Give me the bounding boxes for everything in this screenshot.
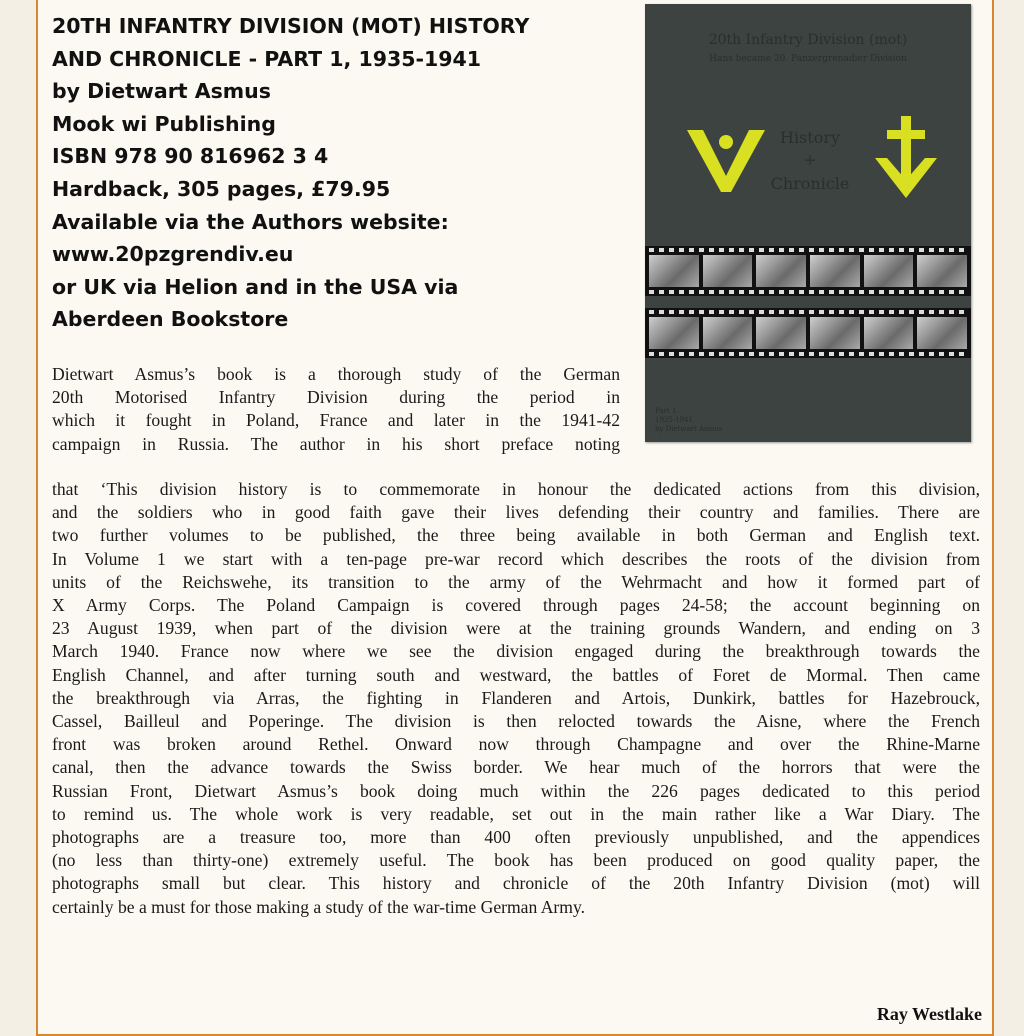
cover-filmstrip-top	[645, 246, 971, 296]
distribution-line-1: or UK via Helion and in the USA via	[52, 274, 459, 299]
review-line: campaign in Russia. The author in his short preface noting	[52, 433, 620, 454]
anchor-emblem-icon	[873, 114, 939, 200]
review-line: two further volumes to be published, the three being available in both German and English text.	[52, 525, 980, 546]
cover-history: History	[779, 128, 841, 147]
cover-plus: +	[803, 150, 817, 169]
review-line: 23 August 1939, when part of the division were at the training grounds Wandern, and ending on 3	[52, 618, 980, 639]
review-line: Dietwart Asmus’s book is a thorough study of the German	[52, 364, 620, 384]
review-line: photographs small but clear. This history and chronicle of the 20th Infantry Division (mot) will	[52, 873, 980, 894]
review-line: that ‘This division history is to commemorate in honour the dedicated actions from this division,	[52, 479, 980, 499]
book-title-line-2: AND CHRONICLE - PART 1, 1935-1941	[52, 46, 482, 71]
author-line: by Dietwart Asmus	[52, 79, 271, 104]
review-line: In Volume 1 we start with a ten-page pre-war record which describes the roots of the division from	[52, 548, 980, 569]
review-line: front was broken around Rethel. Onward now through Champagne and over the Rhine-Marne	[52, 734, 980, 755]
availability-line: Available via the Authors website:	[52, 209, 449, 234]
publisher-line: Mook wi Publishing	[52, 111, 276, 136]
isbn-line: ISBN 978 90 816962 3 4	[52, 144, 329, 169]
book-title-line-1: 20TH INFANTRY DIVISION (MOT) HISTORY	[52, 14, 530, 38]
cover-footnote: Part 1 1935-1941 by Dietwart Asmus	[655, 407, 723, 433]
price-line: Hardback, 305 pages, £79.95	[52, 176, 391, 201]
review-body	[52, 478, 980, 919]
review-line: March 1940. France now where we see the division engaged during the breakthrough towards the	[52, 641, 980, 662]
review-line: photographs are a treasure too, more than 400 often previously unpublished, and the appendices	[52, 827, 980, 848]
review-line: certainly be a must for those making a study of the war-time German Army.	[52, 896, 586, 917]
review-line: units of the Reichswehe, its transition to the army of the Wehrmacht and how it formed part of	[52, 571, 980, 592]
review-line: X Army Corps. The Poland Campaign is covered through pages 24-58; the account beginning on	[52, 595, 980, 616]
website-line: www.20pzgrendiv.eu	[52, 242, 294, 267]
review-line: (no less than thirty-one) extremely useful. The book has been produced on good quality paper, the	[52, 850, 980, 871]
review-line: 20th Motorised Infantry Division during the period in	[52, 387, 620, 408]
book-details	[52, 10, 642, 336]
cover-chronicle: Chronicle	[770, 174, 850, 193]
cover-filmstrip-bottom	[645, 308, 971, 358]
review-line: English Channel, and after turning south and westward, the battles of Foret de Mormal. Then came	[52, 664, 980, 685]
review-line: Russian Front, Dietwart Asmus’s book doing much within the 226 pages dedicated to this period	[52, 780, 980, 801]
book-cover-image	[645, 4, 971, 442]
review-line: which it fought in Poland, France and later in the 1941-42	[52, 410, 620, 431]
review-line: the breakthrough via Arras, the fighting in Flanderen and Artois, Dunkirk, battles for Hazebrouck,	[52, 687, 980, 708]
review-line: and the soldiers who in good faith gave their lives defending their country and families. There are	[52, 502, 980, 523]
review-line: to remind us. The whole work is very readable, set out in the main rather like a War Diary. The	[52, 803, 980, 824]
cover-title: 20th Infantry Division (mot)	[708, 32, 908, 48]
review-line: Cassel, Bailleul and Poperinge. The division is then relocted towards the Aisne, where the French	[52, 711, 980, 732]
cover-subtitle: Hans became 20. Panzergrenadier Division	[709, 54, 907, 64]
review-line: canal, then the advance towards the Swiss border. We hear much of the horrors that were the	[52, 757, 980, 778]
review-intro	[52, 363, 620, 456]
distribution-line-2: Aberdeen Bookstore	[52, 307, 289, 332]
reviewer-signature: Ray Westlake	[876, 1004, 982, 1024]
